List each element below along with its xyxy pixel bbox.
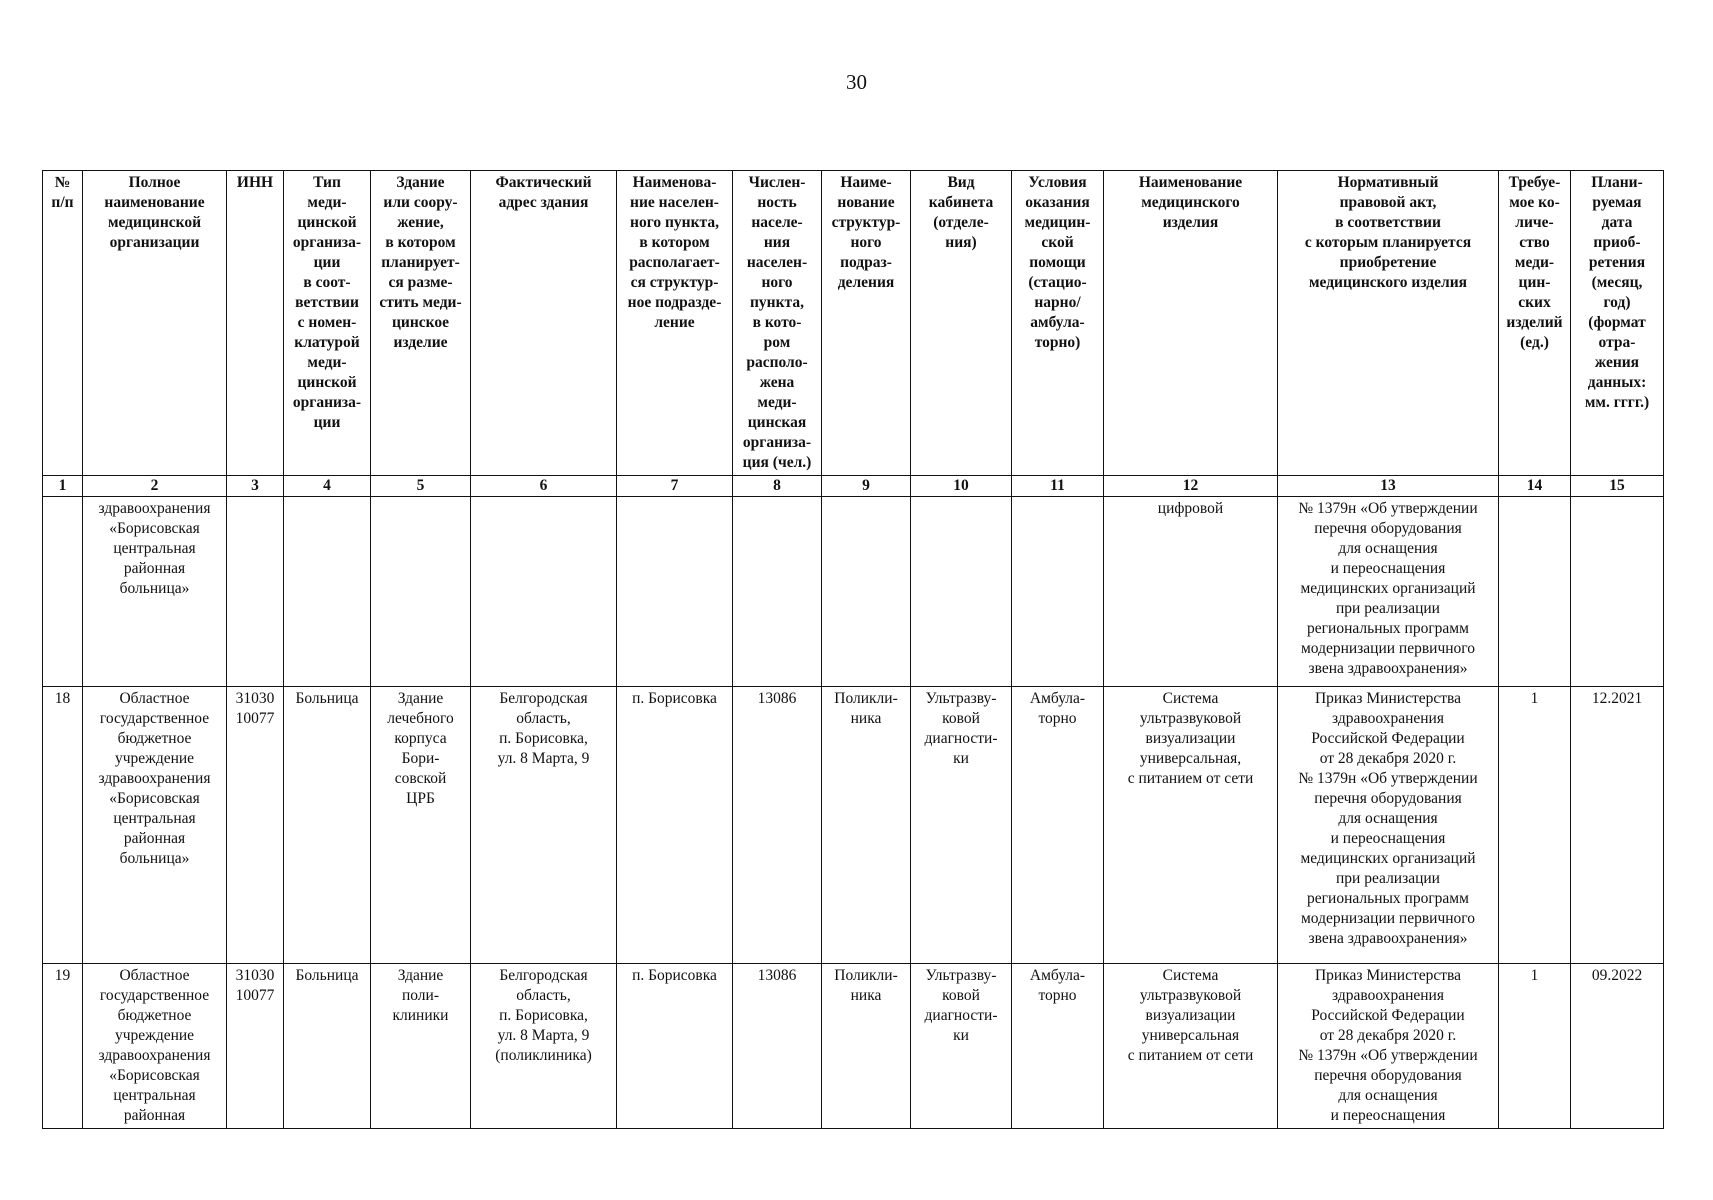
- header-line: личе-: [1515, 214, 1554, 231]
- header-cell-5: [371, 171, 471, 476]
- device-cell: [1104, 964, 1278, 1129]
- cell-line: (поликлиника): [495, 1047, 592, 1064]
- page-number: 30: [846, 70, 867, 94]
- cell-line: область,: [516, 987, 571, 1004]
- header-line: Здание: [396, 174, 445, 191]
- conditions-cell: [1012, 964, 1104, 1129]
- column-number-row: [43, 476, 1664, 497]
- settlement-cell: п. Борисовка: [617, 687, 733, 964]
- header-line: цинское: [391, 314, 450, 331]
- header-line: данных:: [1587, 374, 1647, 391]
- header-line: кабинета: [928, 194, 994, 211]
- header-line: деления: [837, 274, 895, 291]
- cell-line: с питанием от сети: [1127, 770, 1254, 787]
- header-cell-12: [1104, 171, 1278, 476]
- org-type-cell: Больница: [284, 964, 371, 1129]
- header-line: Числен-: [748, 174, 806, 191]
- header-line: ство: [1519, 234, 1550, 251]
- header-line: (стацио-: [1028, 274, 1087, 291]
- header-line: ное подразде-: [627, 294, 722, 311]
- device-cell: [1104, 497, 1278, 687]
- cell-line: центральная: [113, 540, 196, 557]
- org-type-cell: [284, 497, 371, 687]
- cell-line: Здание: [397, 967, 444, 984]
- header-line: (месяц,: [1591, 274, 1643, 291]
- header-line: в кото-: [752, 314, 802, 331]
- header-line: меди-: [307, 194, 347, 211]
- column-number: 3: [227, 476, 284, 497]
- header-line: в соответствии: [1335, 214, 1441, 231]
- header-line: ся структур-: [630, 274, 719, 291]
- header-line: клатурой: [294, 334, 360, 351]
- cell-line: «Борисовская: [109, 520, 200, 537]
- cell-line: перечня оборудования: [1314, 520, 1462, 537]
- cell-line: область,: [516, 710, 571, 727]
- header-cell-8: [733, 171, 822, 476]
- cell-line: больница»: [119, 850, 190, 867]
- cell-line: клиники: [392, 1007, 449, 1024]
- header-line: Плани-: [1591, 174, 1643, 191]
- cell-line: Амбула-: [1029, 690, 1086, 707]
- header-cell-2: [83, 171, 227, 476]
- header-line: нарно/: [1034, 294, 1081, 311]
- cell-line: Ультразву-: [925, 967, 997, 984]
- cell-line: и переоснащения: [1330, 560, 1446, 577]
- header-cell-15: [1571, 171, 1664, 476]
- header-line: медицинского изделия: [1308, 274, 1468, 291]
- cell-line: универсальная,: [1139, 750, 1242, 767]
- cell-line: центральная: [113, 810, 196, 827]
- cell-line: и переоснащения: [1330, 1107, 1446, 1124]
- header-line: (отделе-: [933, 214, 989, 231]
- cell-line: визуализации: [1145, 1007, 1236, 1024]
- header-line: меди-: [307, 354, 347, 371]
- quantity-cell: [1499, 497, 1571, 687]
- header-line: ние населен-: [630, 194, 719, 211]
- building-cell: [371, 964, 471, 1129]
- column-number: 5: [371, 476, 471, 497]
- header-line: населе-: [751, 214, 803, 231]
- cell-line: государственное: [99, 710, 210, 727]
- cell-line: здравоохранения: [98, 770, 211, 787]
- header-line: ного: [761, 274, 793, 291]
- header-line: с которым планируется: [1304, 234, 1472, 251]
- header-cell-13: [1278, 171, 1499, 476]
- header-line: располагает-: [629, 254, 720, 271]
- header-cell-7: [617, 171, 733, 476]
- cell-line: 31030: [235, 690, 275, 707]
- cell-line: «Борисовская: [109, 790, 200, 807]
- header-line: Полное: [128, 174, 181, 191]
- header-line: или соору-: [383, 194, 458, 211]
- settlement-cell: [617, 497, 733, 687]
- cell-line: Областное: [119, 690, 190, 707]
- cell-line: при реализации: [1336, 870, 1440, 887]
- device-cell: [1104, 687, 1278, 964]
- population-cell: [733, 497, 822, 687]
- header-line: ция (чел.): [742, 454, 812, 471]
- column-number: 8: [733, 476, 822, 497]
- cell-line: Белгородская: [499, 690, 588, 707]
- building-cell: [371, 687, 471, 964]
- header-line: жена: [759, 374, 795, 391]
- cell-line: для оснащения: [1338, 1087, 1438, 1104]
- table-row: [43, 497, 1664, 687]
- header-cell-10: [911, 171, 1012, 476]
- cell-line: звена здравоохранения»: [1308, 930, 1468, 947]
- header-line: изделие: [393, 334, 448, 351]
- header-line: цинская: [747, 414, 807, 431]
- cell-line: здравоохранения: [1332, 710, 1444, 727]
- cell-line: диагности-: [924, 1007, 998, 1024]
- cell-line: Белгородская: [499, 967, 588, 984]
- header-row: [43, 171, 1664, 476]
- header-line: медицинской: [107, 214, 202, 231]
- header-cell-14: [1499, 171, 1571, 476]
- header-line: Требуе-: [1508, 174, 1561, 191]
- org-name-cell: [83, 687, 227, 964]
- table-row: [43, 687, 1664, 964]
- population-cell: 13086: [733, 687, 822, 964]
- cell-line: Поликли-: [834, 967, 898, 984]
- cell-line: п. Борисовка,: [499, 730, 588, 747]
- purchase-date-cell: 09.2022: [1571, 964, 1664, 1129]
- header-line: ции: [313, 414, 341, 431]
- cell-line: модернизации первичного: [1300, 640, 1476, 657]
- header-line: в котором: [639, 234, 710, 251]
- cabinet-cell: [911, 497, 1012, 687]
- header-line: Наиме-: [840, 174, 892, 191]
- cell-line: ультразвуковой: [1139, 710, 1242, 727]
- cell-line: Здание: [397, 690, 444, 707]
- cell-line: региональных программ: [1307, 620, 1469, 637]
- header-line: ретения: [1588, 254, 1646, 271]
- header-line: п/п: [51, 194, 74, 211]
- cell-line: универсальная: [1141, 1027, 1240, 1044]
- header-line: ции: [313, 254, 341, 271]
- header-line: стить меди-: [379, 294, 462, 311]
- header-line: в соот-: [303, 274, 351, 291]
- header-line: (формат: [1588, 314, 1646, 331]
- cabinet-cell: [911, 687, 1012, 964]
- header-line: планирует-: [381, 254, 460, 271]
- building-cell: [371, 497, 471, 687]
- header-line: ром: [763, 334, 791, 351]
- subdivision-cell: [822, 497, 911, 687]
- address-cell: [471, 497, 617, 687]
- header-line: Условия: [1028, 174, 1087, 191]
- cell-line: с питанием от сети: [1127, 1047, 1254, 1064]
- cell-line: визуализации: [1145, 730, 1236, 747]
- header-line: пункта,: [750, 294, 804, 311]
- purchase-date-cell: 12.2021: [1571, 687, 1664, 964]
- cell-line: здравоохранения: [1332, 987, 1444, 1004]
- conditions-cell: [1012, 687, 1104, 964]
- cell-line: бюджетное: [117, 730, 192, 747]
- cell-line: Российской Федерации: [1311, 1007, 1465, 1024]
- header-line: ся разме-: [388, 274, 453, 291]
- header-line: ИНН: [236, 174, 274, 191]
- column-number: 14: [1499, 476, 1571, 497]
- cell-line: от 28 декабря 2020 г.: [1319, 750, 1457, 767]
- cell-line: 10077: [235, 987, 275, 1004]
- header-line: жения: [1594, 354, 1640, 371]
- header-line: ния: [763, 234, 791, 251]
- cell-line: цифровой: [1157, 500, 1224, 517]
- cell-line: Бори-: [401, 750, 440, 767]
- header-line: год): [1603, 294, 1631, 311]
- column-number: 13: [1278, 476, 1499, 497]
- header-line: подраз-: [840, 254, 892, 271]
- header-line: располо-: [746, 354, 808, 371]
- cell-line: ника: [850, 987, 882, 1004]
- cell-line: модернизации первичного: [1300, 910, 1476, 927]
- cell-line: и переоснащения: [1330, 830, 1446, 847]
- cell-line: Приказ Министерства: [1314, 690, 1461, 707]
- cell-line: ЦРБ: [406, 790, 435, 807]
- cell-line: корпуса: [394, 730, 447, 747]
- legal-act-cell: [1278, 497, 1499, 687]
- cell-line: центральная: [113, 1087, 196, 1104]
- header-line: цинской: [297, 374, 357, 391]
- org-name-cell: [83, 497, 227, 687]
- cell-line: № 1379н «Об утверждении: [1298, 1047, 1478, 1064]
- cell-line: поли-: [401, 987, 440, 1004]
- header-line: ного пункта,: [630, 214, 719, 231]
- header-line: структур-: [831, 214, 901, 231]
- cell-line: Амбула-: [1029, 967, 1086, 984]
- header-line: ния): [945, 234, 977, 251]
- header-line: Вид: [947, 174, 975, 191]
- header-line: адрес здания: [498, 194, 589, 211]
- header-line: медицин-: [1024, 214, 1091, 231]
- header-line: амбула-: [1030, 314, 1085, 331]
- header-line: ность: [757, 194, 797, 211]
- column-number: 2: [83, 476, 227, 497]
- cell-line: ул. 8 Марта, 9: [497, 1027, 590, 1044]
- inn-cell: [227, 964, 284, 1129]
- header-line: жение,: [397, 214, 444, 231]
- org-name-cell: [83, 964, 227, 1129]
- cell-line: при реализации: [1336, 600, 1440, 617]
- header-line: нование: [837, 194, 895, 211]
- column-number: 7: [617, 476, 733, 497]
- cell-line: Ультразву-: [925, 690, 997, 707]
- inn-cell: [227, 497, 284, 687]
- cell-line: ковой: [942, 987, 980, 1004]
- cell-line: ковой: [942, 710, 980, 727]
- cell-line: 10077: [235, 710, 275, 727]
- header-line: отра-: [1598, 334, 1636, 351]
- header-line: мое ко-: [1509, 194, 1560, 211]
- column-number: 15: [1571, 476, 1664, 497]
- cell-line: № 1379н «Об утверждении: [1298, 770, 1478, 787]
- cell-line: для оснащения: [1338, 810, 1438, 827]
- table-body: [43, 497, 1664, 1129]
- header-line: мм. гггг.): [1584, 394, 1650, 411]
- header-line: медицинского: [1141, 194, 1240, 211]
- header-line: меди-: [1514, 254, 1555, 271]
- header-line: в котором: [385, 234, 456, 251]
- header-cell-11: [1012, 171, 1104, 476]
- cell-line: здравоохранения: [98, 1047, 211, 1064]
- cell-line: Поликли-: [834, 690, 898, 707]
- cell-line: для оснащения: [1338, 540, 1438, 557]
- header-line: приобретение: [1339, 254, 1437, 271]
- address-cell: [471, 964, 617, 1129]
- header-line: №: [54, 174, 71, 191]
- cell-line: учреждение: [114, 1027, 195, 1044]
- header-line: ление: [654, 314, 695, 331]
- legal-act-cell: [1278, 687, 1499, 964]
- cell-line: Система: [1162, 690, 1219, 707]
- cell-line: государственное: [99, 987, 210, 1004]
- cell-line: ки: [953, 750, 969, 767]
- equipment-table: [42, 170, 1664, 1129]
- header-line: торно): [1034, 334, 1081, 351]
- cell-line: торно: [1038, 987, 1077, 1004]
- column-number: 9: [822, 476, 911, 497]
- header-line: организа-: [292, 234, 362, 251]
- cell-line: ки: [953, 1027, 969, 1044]
- column-number: 12: [1104, 476, 1278, 497]
- header-line: ветствии: [295, 294, 359, 311]
- cell-line: ультразвуковой: [1139, 987, 1242, 1004]
- header-line: меди-: [757, 394, 797, 411]
- header-line: руемая: [1592, 194, 1642, 211]
- cell-line: медицинских организаций: [1300, 850, 1476, 867]
- cell-line: от 28 декабря 2020 г.: [1319, 1027, 1457, 1044]
- header-line: населен-: [746, 254, 808, 271]
- header-line: с номен-: [297, 314, 357, 331]
- column-number: 11: [1012, 476, 1104, 497]
- quantity-cell: 1: [1499, 687, 1571, 964]
- header-line: ного: [850, 234, 882, 251]
- purchase-date-cell: [1571, 497, 1664, 687]
- header-line: Нормативный: [1337, 174, 1439, 191]
- header-line: наименование: [104, 194, 205, 211]
- cell-line: 31030: [235, 967, 275, 984]
- settlement-cell: п. Борисовка: [617, 964, 733, 1129]
- cell-line: Система: [1162, 967, 1219, 984]
- row-number: 18: [43, 687, 83, 964]
- row-number: 19: [43, 964, 83, 1129]
- cell-line: п. Борисовка,: [499, 1007, 588, 1024]
- header-line: оказания: [1025, 194, 1090, 211]
- cell-line: районная: [123, 1107, 186, 1124]
- header-line: Фактический: [495, 174, 592, 191]
- address-cell: [471, 687, 617, 964]
- table-row: [43, 964, 1664, 1129]
- inn-cell: [227, 687, 284, 964]
- header-line: изделия: [1162, 214, 1219, 231]
- header-line: организации: [109, 234, 200, 251]
- cell-line: торно: [1038, 710, 1077, 727]
- header-cell-1: [43, 171, 83, 476]
- column-number: 10: [911, 476, 1012, 497]
- cell-line: учреждение: [114, 750, 195, 767]
- header-line: цин-: [1518, 274, 1551, 291]
- header-line: цинской: [297, 214, 357, 231]
- cell-line: звена здравоохранения»: [1308, 660, 1468, 677]
- header-line: ской: [1041, 234, 1074, 251]
- cell-line: медицинских организаций: [1300, 580, 1476, 597]
- cell-line: Областное: [119, 967, 190, 984]
- cell-line: перечня оборудования: [1314, 1067, 1462, 1084]
- cell-line: ул. 8 Марта, 9: [497, 750, 590, 767]
- row-number: [43, 497, 83, 687]
- cell-line: районная: [123, 560, 186, 577]
- cell-line: районная: [123, 830, 186, 847]
- cabinet-cell: [911, 964, 1012, 1129]
- cell-line: региональных программ: [1307, 890, 1469, 907]
- cell-line: совской: [394, 770, 447, 787]
- cell-line: перечня оборудования: [1314, 790, 1462, 807]
- cell-line: бюджетное: [117, 1007, 192, 1024]
- header-line: дата: [1601, 214, 1633, 231]
- quantity-cell: 1: [1499, 964, 1571, 1129]
- header-line: правовой акт,: [1339, 194, 1437, 211]
- org-type-cell: Больница: [284, 687, 371, 964]
- cell-line: ника: [850, 710, 882, 727]
- header-line: Наименование: [1138, 174, 1243, 191]
- header-line: Наименова-: [632, 174, 717, 191]
- column-number: 6: [471, 476, 617, 497]
- cell-line: Приказ Министерства: [1314, 967, 1461, 984]
- conditions-cell: [1012, 497, 1104, 687]
- subdivision-cell: [822, 687, 911, 964]
- header-line: приоб-: [1593, 234, 1641, 251]
- cell-line: «Борисовская: [109, 1067, 200, 1084]
- header-cell-6: [471, 171, 617, 476]
- header-cell-3: [227, 171, 284, 476]
- header-line: (ед.): [1520, 334, 1549, 351]
- population-cell: 13086: [733, 964, 822, 1129]
- header-line: помощи: [1029, 254, 1086, 271]
- cell-line: больница»: [119, 580, 190, 597]
- header-line: Тип: [313, 174, 341, 191]
- header-line: ских: [1518, 294, 1551, 311]
- header-line: изделий: [1506, 314, 1563, 331]
- column-number: 4: [284, 476, 371, 497]
- header-cell-4: [284, 171, 371, 476]
- cell-line: лечебного: [387, 710, 454, 727]
- column-number: 1: [43, 476, 83, 497]
- cell-line: № 1379н «Об утверждении: [1298, 500, 1478, 517]
- subdivision-cell: [822, 964, 911, 1129]
- legal-act-cell: [1278, 964, 1499, 1129]
- header-cell-9: [822, 171, 911, 476]
- header-line: организа-: [292, 394, 362, 411]
- header-line: организа-: [742, 434, 812, 451]
- cell-line: Российской Федерации: [1311, 730, 1465, 747]
- cell-line: здравоохранения: [98, 500, 211, 517]
- cell-line: диагности-: [924, 730, 998, 747]
